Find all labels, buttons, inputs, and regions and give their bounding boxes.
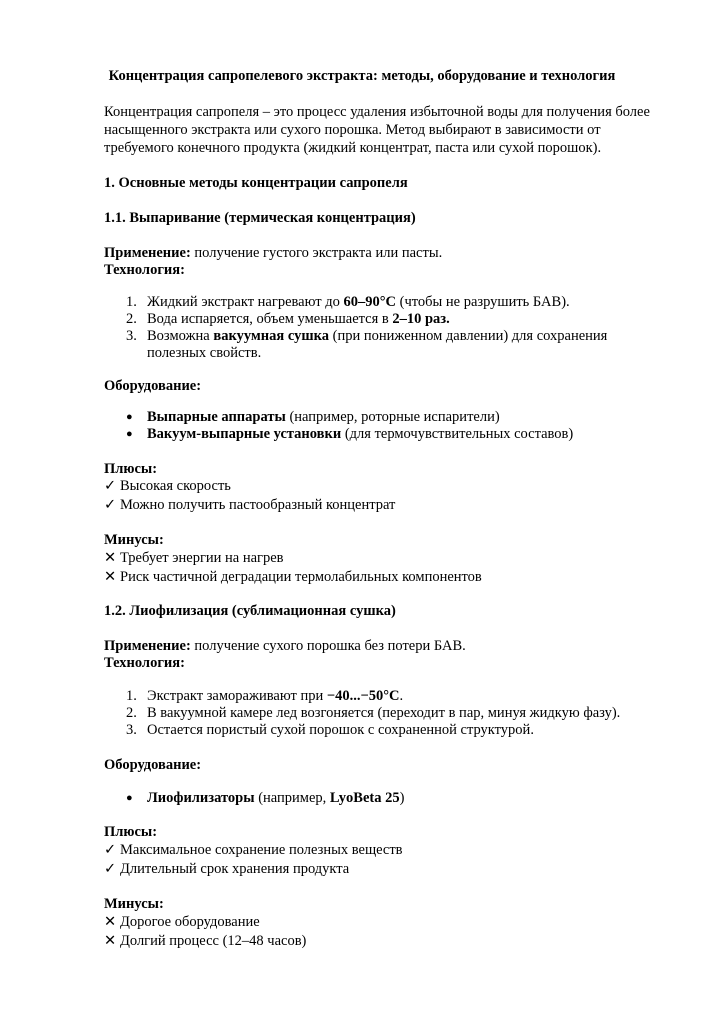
cross-icon: ✕ xyxy=(104,569,117,585)
cons-label: Минусы: xyxy=(104,896,164,912)
application-line xyxy=(104,638,466,655)
section-heading: 1. Основные методы концентрации сапропеля xyxy=(104,175,408,191)
list-number: 2. xyxy=(126,705,137,721)
equipment-label: Оборудование: xyxy=(104,378,202,394)
application-text: получение сухого порошка без потери БАВ. xyxy=(190,638,466,654)
list-item: Жидкий экстракт нагревают до 60–90°C (чтобы не разрушить БАВ). xyxy=(147,294,570,310)
pros-item: ✓ Можно получить пастообразный концентрат xyxy=(104,497,396,513)
list-item-continuation: полезных свойств. xyxy=(147,345,262,361)
list-item: Остается пористый сухой порошок с сохраненной структурой. xyxy=(147,722,534,738)
application-line xyxy=(104,245,442,262)
cons-item: ✕ Дорогое оборудование xyxy=(104,914,260,930)
bullet-icon: ● xyxy=(126,792,133,804)
application-label: Применение: xyxy=(104,245,191,261)
list-item: Лиофилизаторы (например, LyoBeta 25) xyxy=(147,790,405,806)
cons-item: ✕ Требует энергии на нагрев xyxy=(104,550,284,566)
list-item: Экстракт замораживают при −40...−50°C. xyxy=(147,688,404,704)
list-item: Выпарные аппараты (например, роторные испарители) xyxy=(147,409,500,425)
list-number: 2. xyxy=(126,311,137,327)
check-icon: ✓ xyxy=(104,842,117,858)
technology-label: Технология: xyxy=(104,655,185,671)
intro-line: насыщенного экстракта или сухого порошка. Метод выбирают в зависимости от xyxy=(104,122,601,138)
check-icon: ✓ xyxy=(104,478,117,494)
cons-label: Минусы: xyxy=(104,532,164,548)
equipment-label: Оборудование: xyxy=(104,757,202,773)
list-number: 3. xyxy=(126,722,137,738)
list-item: Вакуум-выпарные установки (для термочувствительных составов) xyxy=(147,426,574,442)
intro-line: требуемого конечного продукта (жидкий концентрат, паста или сухой порошок). xyxy=(104,140,602,156)
pros-item: ✓ Высокая скорость xyxy=(104,478,231,494)
list-number: 1. xyxy=(126,688,137,704)
application-label: Применение: xyxy=(104,638,191,654)
subsection-heading: 1.2. Лиофилизация (сублимационная сушка) xyxy=(104,603,396,619)
cross-icon: ✕ xyxy=(104,914,117,930)
cross-icon: ✕ xyxy=(104,933,117,949)
application-text: получение густого экстракта или пасты. xyxy=(190,245,443,261)
list-item: В вакуумной камере лед возгоняется (переходит в пар, минуя жидкую фазу). xyxy=(147,705,621,721)
pros-item: ✓ Длительный срок хранения продукта xyxy=(104,861,350,877)
subsection-heading: 1.1. Выпаривание (термическая концентрация) xyxy=(104,210,416,226)
intro-line: Концентрация сапропеля – это процесс удаления избыточной воды для получения более xyxy=(104,104,650,120)
cons-item: ✕ Риск частичной деградации термолабильных компонентов xyxy=(104,569,482,585)
cross-icon: ✕ xyxy=(104,550,117,566)
document-title: Концентрация сапропелевого экстракта: методы, оборудование и технология xyxy=(108,68,616,84)
check-icon: ✓ xyxy=(104,497,117,513)
pros-label: Плюсы: xyxy=(104,824,158,840)
pros-item: ✓ Максимальное сохранение полезных веществ xyxy=(104,842,403,858)
cons-item: ✕ Долгий процесс (12–48 часов) xyxy=(104,933,307,949)
list-number: 1. xyxy=(126,294,137,310)
check-icon: ✓ xyxy=(104,861,117,877)
pros-label: Плюсы: xyxy=(104,461,158,477)
list-number: 3. xyxy=(126,328,137,344)
list-item: Возможна вакуумная сушка (при пониженном давлении) для сохранения xyxy=(147,328,608,344)
technology-label: Технология: xyxy=(104,262,185,278)
bullet-icon: ● xyxy=(126,428,133,440)
list-item: Вода испаряется, объем уменьшается в 2–10 раз. xyxy=(147,311,450,327)
bullet-icon: ● xyxy=(126,411,133,423)
